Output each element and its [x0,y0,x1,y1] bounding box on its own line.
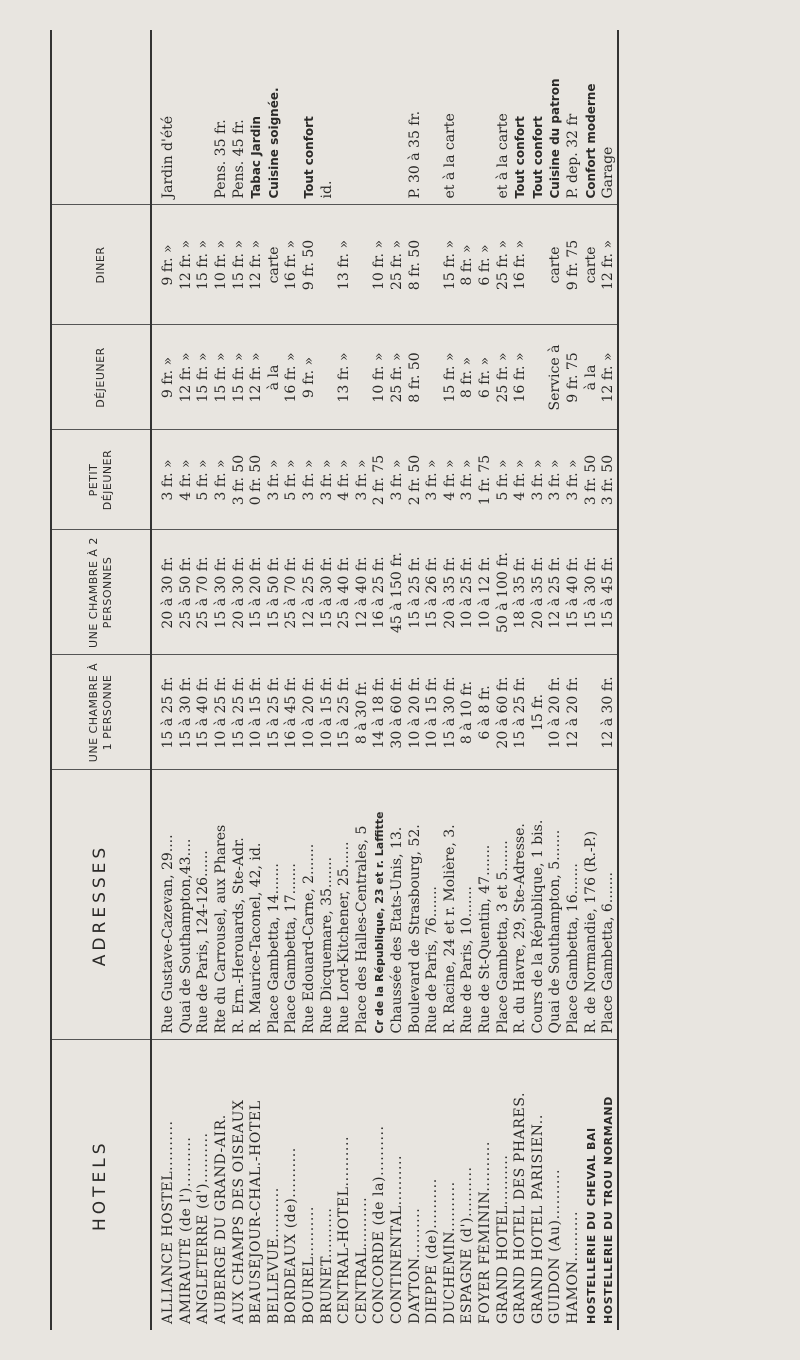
lunch-cell: 6 fr. » [477,325,495,430]
dinner-cell: 12 fr. » [600,205,619,325]
remarks-cell: Garage [600,30,619,205]
room-1-person-cell: 8 à 10 fr. [459,655,477,770]
address-cell: Place Gambetta, 6....... [600,770,619,1040]
dinner-cell: 12 fr. » [178,205,196,325]
header-remarks [51,30,151,205]
remarks-cell: P. 30 à 35 fr. [406,30,424,205]
dinner-cell: 15 fr. » [230,205,248,325]
table-row [477,30,495,1330]
dinner-cell: 6 fr. » [477,205,495,325]
room-2-persons-cell: 20 à 30 fr. [230,530,248,655]
dinner-cell: carte [266,205,284,325]
table-row [371,30,389,1330]
lunch-cell: 25 fr. » [389,325,407,430]
room-2-persons-cell: 15 à 30 fr. [582,530,600,655]
remarks-cell: et à la carte [494,30,512,205]
room-1-person-cell: 15 à 25 fr. [266,655,284,770]
remarks-cell: P. dep. 32 fr [565,30,583,205]
dinner-cell: carte [547,205,565,325]
hotel-name-cell: BRUNET.......... [318,1207,335,1324]
breakfast-cell: 3 fr. 50 [582,430,600,530]
room-1-person-cell [582,655,600,770]
hotel-name-cell: CONTINENTAL.......... [389,1154,406,1324]
hotel-name-cell: GRAND HOTEL.......... [494,1154,511,1324]
address-cell: Place Gambetta, 3 et 5....... [494,770,512,1040]
table-row [529,30,547,1330]
hotel-name-cell: GUIDON (Au).......... [547,1168,564,1324]
remarks-cell [477,30,495,205]
remarks-cell: id. [318,30,336,205]
room-2-persons-cell: 15 à 26 fr. [424,530,442,655]
breakfast-cell: 3 fr. » [266,430,284,530]
dinner-cell: 8 fr. » [459,205,477,325]
breakfast-cell: 4 fr. » [178,430,196,530]
table-row [301,30,319,1330]
hotel-name-cell: GRAND HOTEL PARISIEN.. [529,1114,546,1324]
breakfast-cell: 5 fr. » [494,430,512,530]
dinner-cell: 15 fr. » [195,205,213,325]
table-row [389,30,407,1330]
room-1-person-cell: 16 à 45 fr. [283,655,301,770]
table-row [547,30,565,1330]
room-1-person-cell: 10 à 20 fr. [406,655,424,770]
address-cell: Place des Halles-Centrales, 5 [354,770,372,1040]
room-2-persons-cell: 18 à 35 fr. [512,530,530,655]
hotel-name-cell: AUX CHAMPS DES OISEAUX [230,1099,247,1324]
lunch-cell: 12 fr. » [600,325,619,430]
header-chambre-2: UNE CHAMBRE À 2 PERSONNES [51,530,151,655]
table-row [459,30,477,1330]
lunch-cell: à la [266,325,284,430]
hotel-name-cell: ANGLETERRE (d').......... [195,1132,212,1324]
room-1-person-cell: 15 à 30 fr. [442,655,460,770]
hotel-name-cell: CENTRAL-HOTEL.......... [336,1135,353,1324]
breakfast-cell: 3 fr. » [389,430,407,530]
room-2-persons-cell: 15 à 25 fr. [406,530,424,655]
room-1-person-cell: 20 à 60 fr. [494,655,512,770]
breakfast-cell: 5 fr. » [283,430,301,530]
dinner-cell: 8 fr. 50 [406,205,424,325]
breakfast-cell: 3 fr. » [565,430,583,530]
table-body [151,30,618,1330]
table-row [494,30,512,1330]
address-cell: R. Maurice-Taconel, 42, id. [248,770,266,1040]
hotel-name-cell: CONCORDE (de la).......... [371,1125,388,1324]
room-2-persons-cell: 16 à 25 fr. [371,530,389,655]
table-row [213,30,231,1330]
table-row [600,30,619,1330]
header-hotels: HOTELS [51,1040,151,1330]
table-row [230,30,248,1330]
address-cell: Rte du Carrousel, aux Phares [213,770,231,1040]
room-1-person-cell: 6 à 8 fr. [477,655,495,770]
address-cell: Rue Dicquemare, 35....... [318,770,336,1040]
dinner-cell: 9 fr. 75 [565,205,583,325]
lunch-cell [424,325,442,430]
dinner-cell: 10 fr. » [213,205,231,325]
remarks-cell [195,30,213,205]
table-row [248,30,266,1330]
lunch-cell: 8 fr. 50 [406,325,424,430]
header-chambre-1: UNE CHAMBRE À 1 PERSONNE [51,655,151,770]
hotel-name-cell: ESPAGNE (d').......... [459,1166,476,1324]
lunch-cell: à la [582,325,600,430]
breakfast-cell: 1 fr. 75 [477,430,495,530]
header-dejeuner: DÉJEUNER [51,325,151,430]
table-row [565,30,583,1330]
room-2-persons-cell: 20 à 35 fr. [442,530,460,655]
room-1-person-cell: 10 à 15 fr. [424,655,442,770]
room-2-persons-cell: 20 à 35 fr. [529,530,547,655]
address-cell: Place Gambetta, 17....... [283,770,301,1040]
table-row [318,30,336,1330]
address-cell: R. du Havre, 29, Ste-Adresse. [512,770,530,1040]
room-1-person-cell: 8 à 30 fr. [354,655,372,770]
breakfast-cell: 2 fr. 50 [406,430,424,530]
header-adresses: ADRESSES [51,770,151,1040]
hotel-name-cell: HOSTELLERIE DU TROU NORMAND [602,1096,616,1324]
table-header-row [51,30,151,1330]
room-2-persons-cell: 15 à 30 fr. [318,530,336,655]
room-2-persons-cell: 15 à 50 fr. [266,530,284,655]
breakfast-cell: 3 fr. » [213,430,231,530]
dinner-cell [424,205,442,325]
room-1-person-cell: 12 à 20 fr. [565,655,583,770]
address-cell: Chaussée des Etats-Unis, 13. [389,770,407,1040]
breakfast-cell: 4 fr. » [336,430,354,530]
room-1-person-cell: 12 à 30 fr. [600,655,619,770]
lunch-cell: 15 fr. » [213,325,231,430]
lunch-cell: 25 fr. » [494,325,512,430]
table-row [582,30,600,1330]
remarks-cell [424,30,442,205]
lunch-cell: 16 fr. » [512,325,530,430]
room-2-persons-cell: 10 à 25 fr. [459,530,477,655]
room-2-persons-cell: 12 à 25 fr. [547,530,565,655]
remarks-cell: Tout confort [512,30,530,205]
dinner-cell: 9 fr. » [151,205,178,325]
lunch-cell [529,325,547,430]
table-row [442,30,460,1330]
breakfast-cell: 3 fr. » [424,430,442,530]
room-1-person-cell: 10 à 25 fr. [213,655,231,770]
breakfast-cell: 3 fr. » [151,430,178,530]
remarks-cell: Jardin d'été [151,30,178,205]
room-1-person-cell: 15 à 40 fr. [195,655,213,770]
room-2-persons-cell: 10 à 12 fr. [477,530,495,655]
hotel-name-cell: ALLIANCE HOSTEL.......... [160,1120,177,1324]
lunch-cell: 8 fr. » [459,325,477,430]
remarks-cell: et à la carte [442,30,460,205]
dinner-cell: carte [582,205,600,325]
address-cell: Cours de la République, 1 bis. [529,770,547,1040]
room-1-person-cell: 10 à 20 fr. [301,655,319,770]
room-2-persons-cell: 12 à 25 fr. [301,530,319,655]
dinner-cell: 12 fr. » [248,205,266,325]
table-row [266,30,284,1330]
remarks-cell: Confort moderne [582,30,600,205]
breakfast-cell: 3 fr. 50 [600,430,619,530]
breakfast-cell: 3 fr. » [529,430,547,530]
hotel-name-cell: AUBERGE DU GRAND-AIR. [213,1114,230,1324]
room-1-person-cell: 14 à 18 fr. [371,655,389,770]
room-2-persons-cell: 50 à 100 fr. [494,530,512,655]
remarks-cell [354,30,372,205]
remarks-cell: Pens. 45 fr. [230,30,248,205]
room-2-persons-cell: 15 à 20 fr. [248,530,266,655]
remarks-cell: Tout confort [529,30,547,205]
table-row [336,30,354,1330]
address-cell: Rue de Paris, 124-126...... [195,770,213,1040]
remarks-cell [178,30,196,205]
dinner-cell: 16 fr. » [512,205,530,325]
breakfast-cell: 4 fr. » [442,430,460,530]
hotel-table-rotated [50,30,750,1330]
breakfast-cell: 3 fr. » [354,430,372,530]
lunch-cell: 13 fr. » [336,325,354,430]
hotel-name-cell: BEAUSÉJOUR-CHAL.-HOTEL [248,1100,265,1324]
header-diner: DINER [51,205,151,325]
address-cell: Rue Lord-Kitchener, 25...... [336,770,354,1040]
address-cell: Quai de Southampton,43.... [178,770,196,1040]
lunch-cell: 15 fr. » [442,325,460,430]
dinner-cell: 25 fr. » [389,205,407,325]
table-row [512,30,530,1330]
dinner-cell [354,205,372,325]
remarks-cell [283,30,301,205]
address-cell: Quai de Southampton, 5....... [547,770,565,1040]
dinner-cell: 10 fr. » [371,205,389,325]
lunch-cell: 15 fr. » [230,325,248,430]
lunch-cell: 12 fr. » [248,325,266,430]
room-2-persons-cell: 25 à 70 fr. [195,530,213,655]
table-row [178,30,196,1330]
header-petit-dejeuner: PETIT DÉJEUNER [51,430,151,530]
hotel-name-cell: CENTRAL.......... [353,1196,370,1324]
lunch-cell: 12 fr. » [178,325,196,430]
table-row [406,30,424,1330]
hotel-price-table [50,30,619,1330]
room-1-person-cell: 10 à 15 fr. [318,655,336,770]
address-cell: R. Ern.-Herouards, Ste-Adr. [230,770,248,1040]
address-cell: Cr de la République, 23 et r. Laffitte [371,770,389,1040]
address-cell: Place Gambetta, 14....... [266,770,284,1040]
dinner-cell: 25 fr. » [494,205,512,325]
hotel-name-cell: GRAND HOTEL DES PHARES. [512,1091,529,1324]
dinner-cell [529,205,547,325]
lunch-cell: 9 fr. » [151,325,178,430]
room-2-persons-cell: 15 à 45 fr. [600,530,619,655]
lunch-cell [354,325,372,430]
lunch-cell: 16 fr. » [283,325,301,430]
remarks-cell [389,30,407,205]
address-cell: Boulevard de Strasbourg, 52. [406,770,424,1040]
address-cell: Rue Gustave-Cazevan, 29.... [151,770,178,1040]
remarks-cell: Tabac Jardin [248,30,266,205]
address-cell: Rue Edouard-Carne, 2....... [301,770,319,1040]
address-cell: Rue de Paris, 10....... [459,770,477,1040]
hotel-name-cell: BOUREL.......... [301,1206,318,1324]
dinner-cell: 13 fr. » [336,205,354,325]
table-row [151,30,178,1330]
breakfast-cell: 0 fr. 50 [248,430,266,530]
breakfast-cell: 3 fr. » [459,430,477,530]
breakfast-cell: 3 fr. » [318,430,336,530]
hotel-name-cell: DUCHEMIN.......... [441,1181,458,1324]
table-row [354,30,372,1330]
dinner-cell: 16 fr. » [283,205,301,325]
hotel-name-cell: DIEPPE (de).......... [424,1178,441,1324]
room-1-person-cell: 10 à 15 fr. [248,655,266,770]
hotel-name-cell: BORDEAUX (de).......... [283,1147,300,1324]
address-cell: Rue de Paris, 76....... [424,770,442,1040]
address-cell: Place Gambetta, 16....... [565,770,583,1040]
room-1-person-cell: 30 à 60 fr. [389,655,407,770]
room-2-persons-cell: 25 à 70 fr. [283,530,301,655]
breakfast-cell: 4 fr. » [512,430,530,530]
room-1-person-cell: 15 à 25 fr. [230,655,248,770]
remarks-cell: Tout confort [301,30,319,205]
hotel-name-cell: DAYTON.......... [406,1207,423,1324]
hotel-name-cell: AMIRAUTÉ (de l').......... [177,1136,194,1324]
address-cell: R. de Normandie, 176 (R.-P.) [582,770,600,1040]
breakfast-cell: 3 fr. 50 [230,430,248,530]
dinner-cell: 9 fr. 50 [301,205,319,325]
breakfast-cell: 5 fr. » [195,430,213,530]
room-1-person-cell: 15 à 30 fr. [178,655,196,770]
dinner-cell [318,205,336,325]
room-2-persons-cell: 45 à 150 fr. [389,530,407,655]
table-row [283,30,301,1330]
room-2-persons-cell: 25 à 50 fr. [178,530,196,655]
address-cell: Rue de St-Quentin, 47....... [477,770,495,1040]
room-1-person-cell: 10 à 20 fr. [547,655,565,770]
room-2-persons-cell: 12 à 40 fr. [354,530,372,655]
room-1-person-cell: 15 fr. [529,655,547,770]
lunch-cell: Service à [547,325,565,430]
room-2-persons-cell: 15 à 40 fr. [565,530,583,655]
remarks-cell [459,30,477,205]
dinner-cell: 15 fr. » [442,205,460,325]
room-2-persons-cell: 20 à 30 fr. [151,530,178,655]
remarks-cell: Cuisine du patron [547,30,565,205]
breakfast-cell: 2 fr. 75 [371,430,389,530]
room-1-person-cell: 15 à 25 fr. [336,655,354,770]
lunch-cell: 9 fr. 75 [565,325,583,430]
room-2-persons-cell: 15 à 30 fr. [213,530,231,655]
room-1-person-cell: 15 à 25 fr. [151,655,178,770]
breakfast-cell: 3 fr. » [547,430,565,530]
lunch-cell: 15 fr. » [195,325,213,430]
remarks-cell: Pens. 35 fr. [213,30,231,205]
address-cell: R. Racine, 24 et r. Molière, 3. [442,770,460,1040]
table-row [195,30,213,1330]
lunch-cell: 10 fr. » [371,325,389,430]
room-2-persons-cell: 25 à 40 fr. [336,530,354,655]
room-1-person-cell: 15 à 25 fr. [512,655,530,770]
lunch-cell [318,325,336,430]
lunch-cell: 9 fr. » [301,325,319,430]
table-row [424,30,442,1330]
hotel-name-cell: BELLEVUE.......... [265,1187,282,1324]
hotel-name-cell: HOSTELLERIE DU CHEVAL BAI [584,1127,598,1324]
hotel-name-cell: HAMON.......... [564,1211,581,1324]
remarks-cell [336,30,354,205]
remarks-cell: Cuisine soignée. [266,30,284,205]
remarks-cell [371,30,389,205]
breakfast-cell: 3 fr. » [301,430,319,530]
hotel-name-cell: FOYER FÉMININ.......... [476,1141,493,1324]
